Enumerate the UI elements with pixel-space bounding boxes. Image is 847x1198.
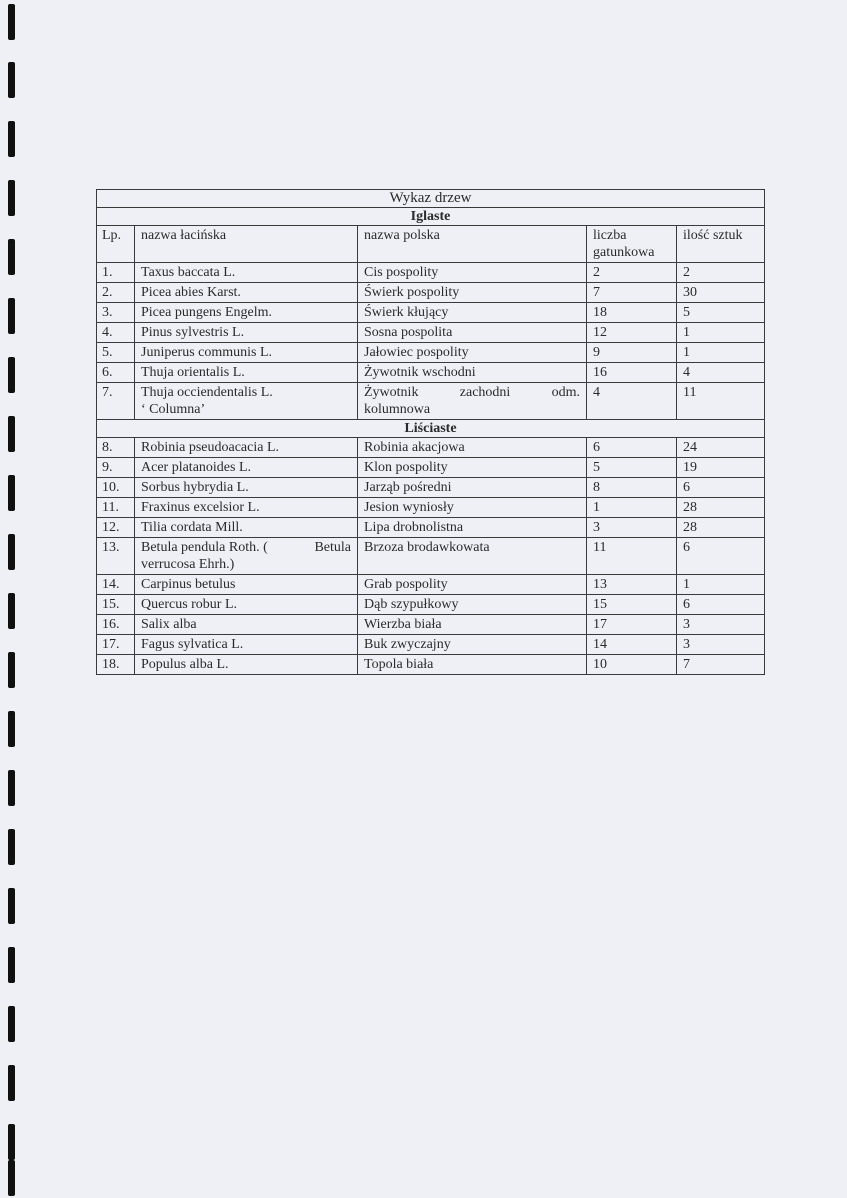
cell-polish: Brzoza brodawkowata <box>358 538 587 575</box>
table-row <box>97 538 765 575</box>
cell-latin: Juniperus communis L. <box>135 343 358 363</box>
binding-hole <box>8 357 15 393</box>
header-latin-name: nazwa łacińska <box>135 226 358 263</box>
cell-polish: Jarząb pośredni <box>358 478 587 498</box>
cell-species: 10 <box>587 655 677 675</box>
cell-species: 15 <box>587 595 677 615</box>
cell-species: 14 <box>587 635 677 655</box>
cell-species: 7 <box>587 283 677 303</box>
binding-hole <box>8 534 15 570</box>
cell-polish: Grab pospolity <box>358 575 587 595</box>
binding-hole <box>8 888 15 924</box>
cell-lp: 6. <box>97 363 135 383</box>
cell-species: 8 <box>587 478 677 498</box>
section-title-lisciaste: Liściaste <box>97 420 765 438</box>
binding-hole <box>8 239 15 275</box>
cell-latin-word: Betula pendula Roth. ( <box>141 540 268 555</box>
section-row <box>97 420 765 438</box>
cell-species: 12 <box>587 323 677 343</box>
cell-species: 5 <box>587 458 677 478</box>
cell-lp: 5. <box>97 343 135 363</box>
cell-polish: Robinia akacjowa <box>358 438 587 458</box>
cell-lp: 11. <box>97 498 135 518</box>
cell-latin-line: verrucosa Ehrh.) <box>141 557 235 572</box>
cell-lp: 13. <box>97 538 135 575</box>
binding-hole <box>8 1160 15 1196</box>
cell-latin: Carpinus betulus <box>135 575 358 595</box>
cell-latin: Populus alba L. <box>135 655 358 675</box>
cell-polish-word: Żywotnik <box>364 385 419 400</box>
cell-count: 28 <box>677 498 765 518</box>
binding-holes <box>8 0 22 1198</box>
binding-hole <box>8 770 15 806</box>
cell-latin: Acer platanoides L. <box>135 458 358 478</box>
cell-species: 6 <box>587 438 677 458</box>
binding-hole <box>8 62 15 98</box>
table-row <box>97 498 765 518</box>
header-lp: Lp. <box>97 226 135 263</box>
binding-hole <box>8 1006 15 1042</box>
cell-lp: 15. <box>97 595 135 615</box>
binding-hole <box>8 1065 15 1101</box>
header-polish-name: nazwa polska <box>358 226 587 263</box>
cell-latin-line <box>141 539 351 556</box>
cell-latin: Pinus sylvestris L. <box>135 323 358 343</box>
cell-species: 11 <box>587 538 677 575</box>
section-row <box>97 208 765 226</box>
cell-count: 19 <box>677 458 765 478</box>
cell-species: 13 <box>587 575 677 595</box>
table-title: Wykaz drzew <box>97 190 765 208</box>
cell-polish: Świerk pospolity <box>358 283 587 303</box>
cell-latin: Quercus robur L. <box>135 595 358 615</box>
cell-polish: Świerk kłujący <box>358 303 587 323</box>
cell-lp: 12. <box>97 518 135 538</box>
cell-latin-line: ‘ Columna’ <box>141 402 206 417</box>
table-row <box>97 595 765 615</box>
cell-polish: Sosna pospolita <box>358 323 587 343</box>
cell-polish: Jesion wyniosły <box>358 498 587 518</box>
table-row <box>97 458 765 478</box>
cell-lp: 4. <box>97 323 135 343</box>
cell-polish: Żywotnik wschodni <box>358 363 587 383</box>
binding-hole <box>8 121 15 157</box>
cell-count: 11 <box>677 383 765 420</box>
header-quantity: ilość sztuk <box>677 226 765 263</box>
table-row <box>97 518 765 538</box>
cell-species: 9 <box>587 343 677 363</box>
cell-count: 5 <box>677 303 765 323</box>
cell-latin: Fraxinus excelsior L. <box>135 498 358 518</box>
cell-count: 3 <box>677 635 765 655</box>
cell-species: 18 <box>587 303 677 323</box>
cell-lp: 7. <box>97 383 135 420</box>
cell-count: 4 <box>677 363 765 383</box>
cell-polish: Dąb szypułkowy <box>358 595 587 615</box>
binding-hole <box>8 416 15 452</box>
cell-latin: Salix alba <box>135 615 358 635</box>
cell-lp: 10. <box>97 478 135 498</box>
cell-lp: 17. <box>97 635 135 655</box>
cell-latin: Fagus sylvatica L. <box>135 635 358 655</box>
cell-polish: Lipa drobnolistna <box>358 518 587 538</box>
table-row <box>97 615 765 635</box>
cell-count: 6 <box>677 538 765 575</box>
table-row <box>97 283 765 303</box>
cell-polish-word: odm. <box>551 385 580 400</box>
cell-polish-line <box>364 384 580 401</box>
cell-latin-line: Thuja occiendentalis L. <box>141 385 273 400</box>
cell-lp: 9. <box>97 458 135 478</box>
binding-hole <box>8 829 15 865</box>
binding-hole <box>8 475 15 511</box>
table-row <box>97 323 765 343</box>
cell-latin: Taxus baccata L. <box>135 263 358 283</box>
table-row <box>97 343 765 363</box>
cell-count: 2 <box>677 263 765 283</box>
cell-polish: Buk zwyczajny <box>358 635 587 655</box>
binding-hole <box>8 298 15 334</box>
binding-hole <box>8 593 15 629</box>
cell-lp: 2. <box>97 283 135 303</box>
cell-latin: Tilia cordata Mill. <box>135 518 358 538</box>
cell-count: 24 <box>677 438 765 458</box>
cell-count: 1 <box>677 343 765 363</box>
table-row <box>97 575 765 595</box>
cell-count: 30 <box>677 283 765 303</box>
cell-polish: Wierzba biała <box>358 615 587 635</box>
cell-species: 17 <box>587 615 677 635</box>
cell-latin: Sorbus hybrydia L. <box>135 478 358 498</box>
cell-polish-line: kolumnowa <box>364 402 431 417</box>
table-row <box>97 303 765 323</box>
table-title-row <box>97 190 765 208</box>
tree-list-table <box>96 189 765 675</box>
table-row <box>97 655 765 675</box>
table-row <box>97 478 765 498</box>
cell-latin: Thuja orientalis L. <box>135 363 358 383</box>
cell-lp: 14. <box>97 575 135 595</box>
binding-hole <box>8 947 15 983</box>
cell-lp: 8. <box>97 438 135 458</box>
cell-polish-word: zachodni <box>459 385 511 400</box>
cell-count: 1 <box>677 575 765 595</box>
table-row <box>97 383 765 420</box>
cell-polish: Topola biała <box>358 655 587 675</box>
cell-polish: Jałowiec pospolity <box>358 343 587 363</box>
cell-lp: 3. <box>97 303 135 323</box>
binding-hole <box>8 711 15 747</box>
cell-count: 7 <box>677 655 765 675</box>
cell-latin <box>135 538 358 575</box>
cell-lp: 1. <box>97 263 135 283</box>
header-species-count: liczba gatunkowa <box>587 226 677 263</box>
cell-species: 16 <box>587 363 677 383</box>
table-row <box>97 263 765 283</box>
cell-latin: Picea pungens Engelm. <box>135 303 358 323</box>
binding-hole <box>8 1124 15 1160</box>
binding-hole <box>8 4 15 40</box>
cell-latin <box>135 383 358 420</box>
section-title-iglaste: Iglaste <box>97 208 765 226</box>
cell-species: 3 <box>587 518 677 538</box>
cell-latin-word: Betula <box>314 540 351 555</box>
cell-count: 6 <box>677 478 765 498</box>
cell-latin: Picea abies Karst. <box>135 283 358 303</box>
cell-count: 1 <box>677 323 765 343</box>
binding-hole <box>8 180 15 216</box>
cell-species: 4 <box>587 383 677 420</box>
cell-lp: 16. <box>97 615 135 635</box>
cell-polish <box>358 383 587 420</box>
header-row <box>97 226 765 263</box>
cell-lp: 18. <box>97 655 135 675</box>
table-row <box>97 438 765 458</box>
table-row <box>97 363 765 383</box>
cell-count: 28 <box>677 518 765 538</box>
cell-polish: Klon pospolity <box>358 458 587 478</box>
cell-count: 6 <box>677 595 765 615</box>
cell-count: 3 <box>677 615 765 635</box>
cell-species: 1 <box>587 498 677 518</box>
cell-species: 2 <box>587 263 677 283</box>
cell-latin: Robinia pseudoacacia L. <box>135 438 358 458</box>
binding-hole <box>8 652 15 688</box>
table-row <box>97 635 765 655</box>
cell-polish: Cis pospolity <box>358 263 587 283</box>
